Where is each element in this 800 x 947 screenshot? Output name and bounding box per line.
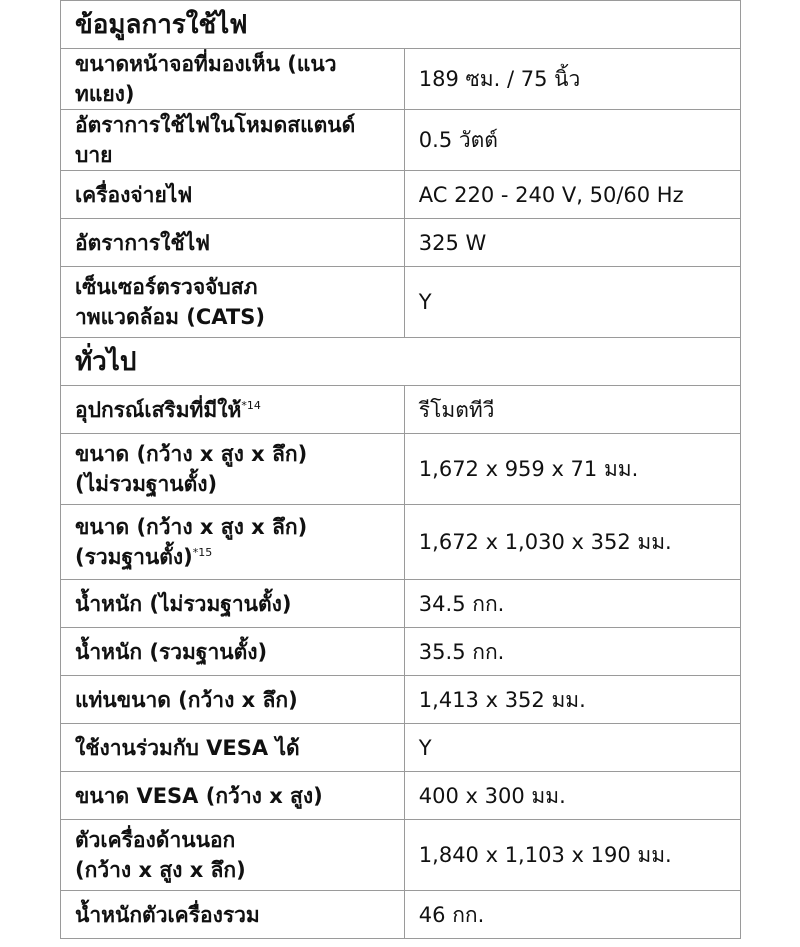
table-row — [61, 386, 741, 434]
spec-label-line: ขนาด (กว้าง x สูง x ลึก) — [75, 442, 308, 466]
spec-label-line: (กว้าง x สูง x ลึก) — [75, 858, 246, 882]
spec-label — [61, 267, 405, 338]
spec-value: 400 x 300 มม. — [404, 772, 740, 820]
spec-label: อัตราการใช้ไฟ — [61, 219, 405, 267]
spec-label — [61, 820, 405, 891]
table-row — [61, 676, 741, 724]
table-row — [61, 171, 741, 219]
spec-label: ขนาด VESA (กว้าง x สูง) — [61, 772, 405, 820]
footnote-marker: *15 — [192, 546, 213, 559]
table-row — [61, 110, 741, 171]
spec-label: เครื่องจ่ายไฟ — [61, 171, 405, 219]
spec-label-line: ขนาด (กว้าง x สูง x ลึก) — [75, 515, 308, 539]
spec-value: 1,672 x 959 x 71 มม. — [404, 434, 740, 505]
spec-label: แท่นขนาด (กว้าง x ลึก) — [61, 676, 405, 724]
spec-label: น้ำหนัก (ไม่รวมฐานตั้ง) — [61, 580, 405, 628]
spec-value: 189 ซม. / 75 นิ้ว — [404, 49, 740, 110]
spec-label: อัตราการใช้ไฟในโหมดสแตนด์บาย — [61, 110, 405, 171]
spec-label: ขนาดหน้าจอที่มองเห็น (แนวทแยง) — [61, 49, 405, 110]
spec-label-text: อุปกรณ์เสริมที่มีให้ — [75, 397, 242, 422]
spec-value: 1,672 x 1,030 x 352 มม. — [404, 505, 740, 580]
spec-label-line: ตัวเครื่องด้านนอก — [75, 828, 236, 852]
spec-value: Y — [404, 267, 740, 338]
spec-value: 34.5 กก. — [404, 580, 740, 628]
table-row — [61, 820, 741, 891]
section-title: ทั่วไป — [61, 338, 741, 386]
spec-label: น้ำหนัก (รวมฐานตั้ง) — [61, 628, 405, 676]
spec-label — [61, 434, 405, 505]
spec-value: Y — [404, 724, 740, 772]
table-row — [61, 267, 741, 338]
spec-value: 325 W — [404, 219, 740, 267]
table-row — [61, 434, 741, 505]
spec-value: รีโมตทีวี — [404, 386, 740, 434]
table-row — [61, 628, 741, 676]
spec-table — [60, 0, 741, 939]
spec-label — [61, 386, 405, 434]
spec-label: ใช้งานร่วมกับ VESA ได้ — [61, 724, 405, 772]
spec-value: 1,840 x 1,103 x 190 มม. — [404, 820, 740, 891]
spec-value: AC 220 - 240 V, 50/60 Hz — [404, 171, 740, 219]
section-header-power — [61, 1, 741, 49]
spec-label-line — [75, 542, 390, 572]
section-header-general — [61, 338, 741, 386]
spec-value: 1,413 x 352 มม. — [404, 676, 740, 724]
table-row — [61, 505, 741, 580]
table-row — [61, 772, 741, 820]
section-title: ข้อมูลการใช้ไฟ — [61, 1, 741, 49]
spec-label — [61, 505, 405, 580]
table-row — [61, 724, 741, 772]
footnote-marker: *14 — [241, 398, 261, 412]
table-row — [61, 219, 741, 267]
spec-value: 35.5 กก. — [404, 628, 740, 676]
spec-label-line: าพแวดล้อม (CATS) — [75, 305, 265, 329]
table-row — [61, 891, 741, 939]
spec-value: 46 กก. — [404, 891, 740, 939]
spec-label-line: (ไม่รวมฐานตั้ง) — [75, 472, 218, 496]
table-row — [61, 580, 741, 628]
spec-label: น้ำหนักตัวเครื่องรวม — [61, 891, 405, 939]
spec-label-text: (รวมฐานตั้ง) — [75, 545, 193, 569]
table-row — [61, 49, 741, 110]
spec-value: 0.5 วัตต์ — [404, 110, 740, 171]
spec-label-line: เซ็นเซอร์ตรวจจับสภ — [75, 275, 258, 299]
